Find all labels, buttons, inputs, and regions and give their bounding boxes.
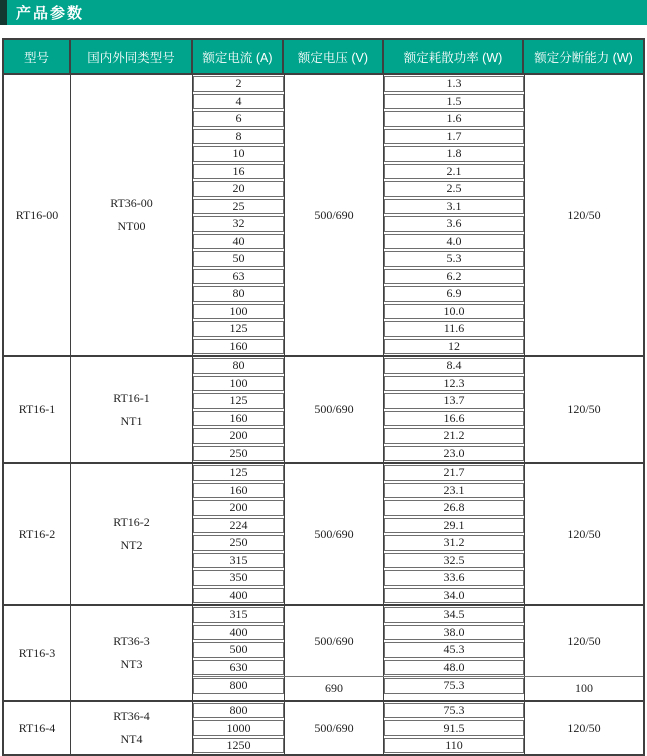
power-column <box>384 357 524 462</box>
column-header-2: 额定电流 (A) <box>193 40 284 73</box>
power-value-cell: 3.1 <box>384 199 524 215</box>
voltage-cell: 500/690 <box>284 75 384 355</box>
current-row <box>193 303 284 321</box>
power-value-cell: 38.0 <box>384 625 524 641</box>
current-value-cell: 16 <box>193 164 284 180</box>
current-row <box>193 128 284 146</box>
current-row <box>193 737 284 755</box>
current-column <box>193 464 284 604</box>
model-group-RT16-2 <box>4 462 643 604</box>
current-column <box>193 606 284 676</box>
page-title: 产品参数 <box>16 5 85 22</box>
model-group-RT16-3 <box>4 604 643 700</box>
power-row <box>384 110 524 128</box>
current-row <box>193 110 284 128</box>
current-value-cell: 250 <box>193 446 284 462</box>
current-value-cell: 100 <box>193 304 284 320</box>
voltage-cell: 690 <box>284 677 384 700</box>
power-row <box>384 569 524 587</box>
power-row <box>384 624 524 642</box>
breaking-capacity-cell: 120/50 <box>524 357 643 462</box>
current-value-cell: 250 <box>193 535 284 551</box>
power-value-cell: 2.5 <box>384 181 524 197</box>
group-sections <box>193 75 643 355</box>
rating-section <box>193 464 643 604</box>
current-value-cell: 4 <box>193 94 284 110</box>
current-value-cell: 800 <box>193 703 284 719</box>
column-header-1: 国内外同类型号 <box>71 40 193 73</box>
power-column <box>384 702 524 755</box>
rating-section <box>193 606 643 676</box>
power-column <box>384 606 524 676</box>
model-group-RT16-4 <box>4 700 643 755</box>
power-row <box>384 410 524 428</box>
current-row <box>193 392 284 410</box>
current-row <box>193 702 284 720</box>
current-row <box>193 606 284 624</box>
current-value-cell: 315 <box>193 607 284 623</box>
current-row <box>193 357 284 375</box>
equivalent-line: NT1 <box>120 413 143 428</box>
current-value-cell: 125 <box>193 393 284 409</box>
equivalent-model-cell <box>71 75 193 355</box>
section-title-bar <box>0 0 647 25</box>
current-value-cell: 400 <box>193 625 284 641</box>
current-row <box>193 163 284 181</box>
power-row <box>384 375 524 393</box>
equivalent-line: RT36-00 <box>110 196 153 211</box>
power-row <box>384 427 524 445</box>
current-row <box>193 285 284 303</box>
model-label: RT16-00 <box>15 207 59 222</box>
current-row <box>193 320 284 338</box>
power-value-cell: 75.3 <box>384 678 524 694</box>
current-column <box>193 677 284 700</box>
model-cell <box>4 702 71 755</box>
current-row <box>193 659 284 677</box>
power-value-cell: 6.2 <box>384 269 524 285</box>
rating-section <box>193 75 643 355</box>
breaking-capacity-cell: 120/50 <box>524 606 643 676</box>
power-value-cell: 1.6 <box>384 111 524 127</box>
model-cell <box>4 357 71 462</box>
current-value-cell: 80 <box>193 286 284 302</box>
power-value-cell: 21.2 <box>384 428 524 444</box>
power-row <box>384 677 524 695</box>
current-value-cell: 800 <box>193 678 284 694</box>
current-column <box>193 75 284 355</box>
power-value-cell: 29.1 <box>384 518 524 534</box>
power-value-cell: 110 <box>384 738 524 754</box>
power-row <box>384 180 524 198</box>
power-value-cell: 12 <box>384 339 524 355</box>
current-row <box>193 587 284 605</box>
current-value-cell: 1000 <box>193 720 284 736</box>
current-row <box>193 145 284 163</box>
current-value-cell: 1250 <box>193 738 284 754</box>
model-label: RT16-3 <box>18 645 56 660</box>
current-row <box>193 250 284 268</box>
current-value-cell: 315 <box>193 553 284 569</box>
equivalent-line: RT36-4 <box>113 709 150 724</box>
group-sections <box>193 702 643 755</box>
model-cell <box>4 606 71 700</box>
power-value-cell: 33.6 <box>384 570 524 586</box>
power-column <box>384 677 524 700</box>
rating-section <box>193 676 643 700</box>
power-column <box>384 75 524 355</box>
current-value-cell: 20 <box>193 181 284 197</box>
current-row <box>193 482 284 500</box>
breaking-capacity-cell: 100 <box>524 677 643 700</box>
equivalent-line: RT16-1 <box>113 390 150 405</box>
equivalent-line: NT2 <box>120 538 143 552</box>
column-header-3: 额定电压 (V) <box>284 40 384 73</box>
power-value-cell: 11.6 <box>384 321 524 337</box>
power-value-cell: 13.7 <box>384 393 524 409</box>
power-value-cell: 1.7 <box>384 129 524 145</box>
current-value-cell: 50 <box>193 251 284 267</box>
power-row <box>384 659 524 677</box>
current-row <box>193 445 284 463</box>
power-value-cell: 23.1 <box>384 483 524 499</box>
power-row <box>384 268 524 286</box>
rating-section <box>193 357 643 462</box>
power-row <box>384 587 524 605</box>
model-label: RT16-4 <box>18 720 56 735</box>
rating-section <box>193 702 643 755</box>
power-row <box>384 517 524 535</box>
power-value-cell: 3.6 <box>384 216 524 232</box>
current-value-cell: 200 <box>193 428 284 444</box>
power-column <box>384 464 524 604</box>
power-row <box>384 285 524 303</box>
current-row <box>193 427 284 445</box>
current-row <box>193 180 284 198</box>
current-row <box>193 624 284 642</box>
model-cell <box>4 75 71 355</box>
current-row <box>193 75 284 93</box>
product-parameters-table <box>2 38 645 756</box>
voltage-cell: 500/690 <box>284 702 384 755</box>
power-row <box>384 320 524 338</box>
breaking-capacity-cell: 120/50 <box>524 75 643 355</box>
equivalent-line: RT16-2 <box>113 515 150 530</box>
current-row <box>193 719 284 737</box>
model-label: RT16-2 <box>18 526 56 541</box>
power-value-cell: 12.3 <box>384 376 524 392</box>
current-value-cell: 160 <box>193 411 284 427</box>
current-row <box>193 569 284 587</box>
current-value-cell: 630 <box>193 660 284 676</box>
model-group-RT16-00 <box>4 75 643 355</box>
power-row <box>384 641 524 659</box>
current-value-cell: 125 <box>193 321 284 337</box>
power-value-cell: 16.6 <box>384 411 524 427</box>
voltage-cell: 500/690 <box>284 464 384 604</box>
group-sections <box>193 606 643 700</box>
column-header-0: 型号 <box>4 40 71 73</box>
current-row <box>193 375 284 393</box>
model-cell <box>4 464 71 604</box>
power-row <box>384 303 524 321</box>
equivalent-line: NT4 <box>120 732 143 747</box>
power-value-cell: 10.0 <box>384 304 524 320</box>
column-header-5: 额定分断能力 (W) <box>524 40 643 73</box>
power-value-cell: 2.1 <box>384 164 524 180</box>
current-row <box>193 410 284 428</box>
current-row <box>193 517 284 535</box>
power-row <box>384 392 524 410</box>
equivalent-model-cell <box>71 464 193 604</box>
current-row <box>193 338 284 356</box>
power-value-cell: 91.5 <box>384 720 524 736</box>
power-value-cell: 6.9 <box>384 286 524 302</box>
current-value-cell: 2 <box>193 76 284 92</box>
current-row <box>193 641 284 659</box>
equivalent-line: RT36-3 <box>113 634 150 649</box>
current-value-cell: 160 <box>193 339 284 355</box>
power-row <box>384 163 524 181</box>
power-row <box>384 215 524 233</box>
current-value-cell: 125 <box>193 465 284 481</box>
power-row <box>384 719 524 737</box>
current-column <box>193 702 284 755</box>
current-value-cell: 25 <box>193 199 284 215</box>
power-row <box>384 233 524 251</box>
current-value-cell: 63 <box>193 269 284 285</box>
current-row <box>193 198 284 216</box>
power-row <box>384 464 524 482</box>
equivalent-line: NT00 <box>117 219 146 233</box>
power-value-cell: 34.0 <box>384 588 524 604</box>
current-row <box>193 93 284 111</box>
current-value-cell: 200 <box>193 500 284 516</box>
power-value-cell: 8.4 <box>384 358 524 374</box>
current-value-cell: 100 <box>193 376 284 392</box>
power-row <box>384 93 524 111</box>
power-value-cell: 1.5 <box>384 94 524 110</box>
current-value-cell: 6 <box>193 111 284 127</box>
current-value-cell: 40 <box>193 234 284 250</box>
current-value-cell: 224 <box>193 518 284 534</box>
current-value-cell: 10 <box>193 146 284 162</box>
current-value-cell: 80 <box>193 358 284 374</box>
power-row <box>384 534 524 552</box>
power-value-cell: 23.0 <box>384 446 524 462</box>
current-value-cell: 160 <box>193 483 284 499</box>
current-row <box>193 215 284 233</box>
power-row <box>384 445 524 463</box>
equivalent-model-cell <box>71 702 193 755</box>
model-label: RT16-1 <box>18 402 56 417</box>
equivalent-model-cell <box>71 606 193 700</box>
model-group-RT16-1 <box>4 355 643 462</box>
current-row <box>193 534 284 552</box>
breaking-capacity-cell: 120/50 <box>524 464 643 604</box>
power-value-cell: 5.3 <box>384 251 524 267</box>
voltage-cell: 500/690 <box>284 606 384 676</box>
power-row <box>384 606 524 624</box>
power-row <box>384 702 524 720</box>
current-row <box>193 499 284 517</box>
current-row <box>193 233 284 251</box>
power-value-cell: 4.0 <box>384 234 524 250</box>
power-row <box>384 250 524 268</box>
group-sections <box>193 464 643 604</box>
power-value-cell: 1.8 <box>384 146 524 162</box>
current-value-cell: 8 <box>193 129 284 145</box>
equivalent-model-cell <box>71 357 193 462</box>
power-row <box>384 338 524 356</box>
current-value-cell: 500 <box>193 642 284 658</box>
current-row <box>193 464 284 482</box>
power-row <box>384 552 524 570</box>
current-row <box>193 552 284 570</box>
power-value-cell: 34.5 <box>384 607 524 623</box>
current-row <box>193 268 284 286</box>
current-value-cell: 350 <box>193 570 284 586</box>
table-header-row <box>4 40 643 75</box>
power-row <box>384 482 524 500</box>
title-accent-bar <box>0 0 7 25</box>
current-column <box>193 357 284 462</box>
power-value-cell: 26.8 <box>384 500 524 516</box>
power-row <box>384 198 524 216</box>
power-row <box>384 128 524 146</box>
power-row <box>384 737 524 755</box>
voltage-cell: 500/690 <box>284 357 384 462</box>
power-value-cell: 75.3 <box>384 703 524 719</box>
current-value-cell: 32 <box>193 216 284 232</box>
power-row <box>384 499 524 517</box>
column-header-4: 额定耗散功率 (W) <box>384 40 524 73</box>
table-body <box>4 75 643 754</box>
breaking-capacity-cell: 120/50 <box>524 702 643 755</box>
equivalent-line: NT3 <box>120 656 143 671</box>
power-row <box>384 75 524 93</box>
power-value-cell: 1.3 <box>384 76 524 92</box>
power-value-cell: 32.5 <box>384 553 524 569</box>
power-value-cell: 21.7 <box>384 465 524 481</box>
power-row <box>384 357 524 375</box>
power-value-cell: 45.3 <box>384 642 524 658</box>
power-value-cell: 31.2 <box>384 535 524 551</box>
group-sections <box>193 357 643 462</box>
power-value-cell: 48.0 <box>384 660 524 676</box>
power-row <box>384 145 524 163</box>
current-value-cell: 400 <box>193 588 284 604</box>
current-row <box>193 677 284 695</box>
